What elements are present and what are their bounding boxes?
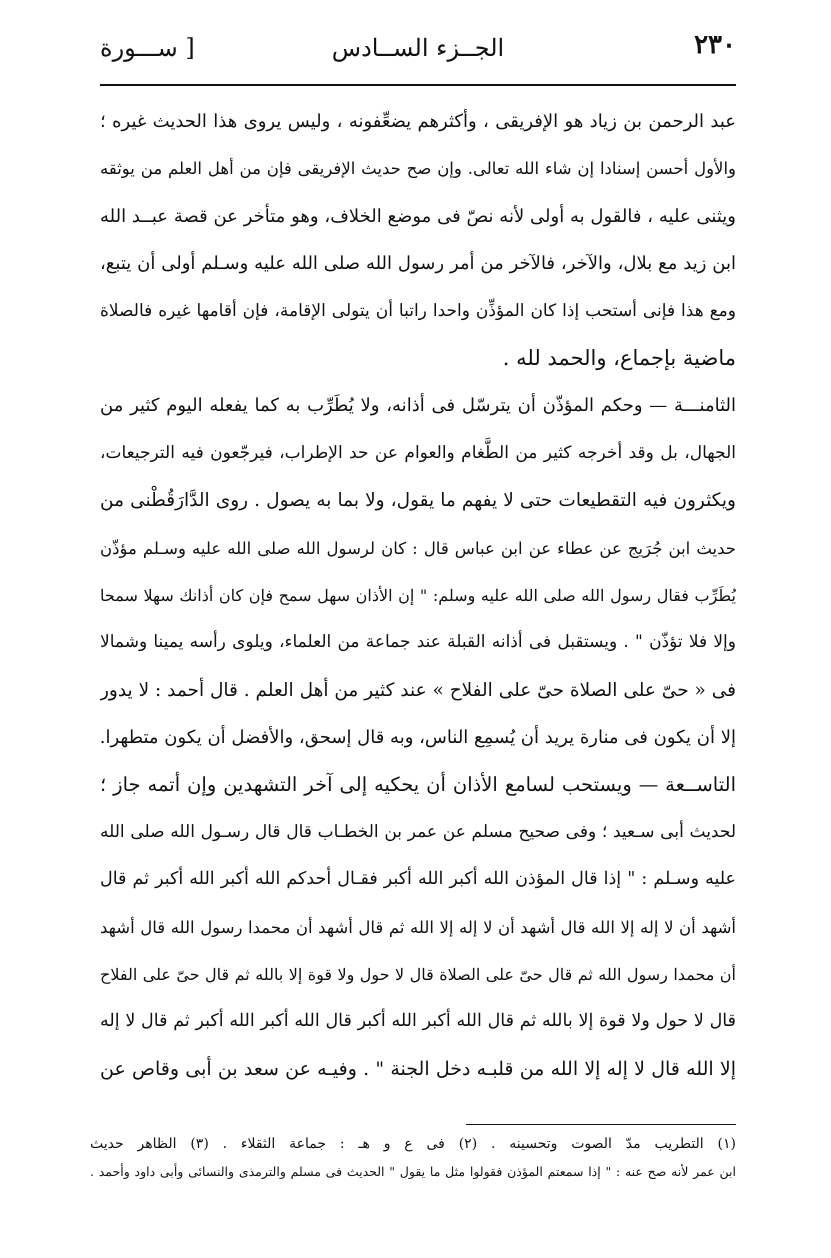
footnotes bbox=[90, 1130, 736, 1186]
footnote-line: (١) التطريب مدّ الصوت وتحسينه . (٢) فى ع و هـ : جماعة الثقلاء . (٣) الظاهر حديث bbox=[90, 1136, 736, 1152]
footnote-rule bbox=[466, 1124, 736, 1125]
text-line: ابن زيد مع بلال، والآخر، فالآخر من أمر رسول الله صلى الله عليه وسـلم أولى أن يتبع، bbox=[100, 253, 736, 275]
text-line: ومع هذا فإنى أستحب إذا كان المؤذِّن واحدا راتبا أن يتولى الإقامة، فإن أقامها غيره فالصلاة bbox=[100, 300, 736, 321]
text-line: حديث ابن جُرَيج عن عطاء عن ابن عباس قال : كان لرسول الله صلى الله عليه وسـلم مؤذّن bbox=[100, 538, 736, 558]
text-line: عليه وسـلم : " إذا قال المؤذن الله أكبر الله أكبر فقـال أحدكم الله أكبر الله أكبر ثم قال bbox=[100, 869, 736, 890]
text-line: وإلا فلا تؤذّن " . ويستقبل فى أذانه القبلة عند جماعة من العلماء، ويلوى رأسه يمينا وشمالا bbox=[100, 632, 736, 653]
text-line: والأول أحسن إسنادا إن شاء الله تعالى. وإن صح حديث الإفريقى فإن من أهل العلم من يوثقه bbox=[100, 159, 736, 179]
text-line: يُطَرِّب فقال رسول الله صلى الله عليه وسلم: " إن الأذان سهل سمح فإن كان أذانك سهلا سمحا bbox=[100, 585, 736, 605]
text-line: التاســعة — ويستحب لسامع الأذان أن يحكيه إلى آخر التشهدين وإن أتمه جاز ؛ bbox=[100, 773, 736, 797]
footnote-line: ابن عمر لأنه صح عنه : " إذا سمعتم المؤذن فقولوا مثل ما يقول " الحديث فى مسلم والترمذى والنسائى وأبى داود وأحمد . bbox=[90, 1164, 736, 1179]
text-line: الثامنـــة — وحكم المؤذّن أن يترسّل فى أذانه، ولا يُطَرِّب به كما يفعله اليوم كثير من bbox=[100, 395, 736, 417]
page-header bbox=[100, 30, 736, 80]
surah-label: [ ســـورة bbox=[100, 34, 195, 62]
text-line: الجهال، بل وقد أخرجه كثير من الطَّغام والعوام عن حد الإطراب، فيرجّعون فيه الترجيعات، bbox=[100, 442, 736, 463]
text-line: ويثنى عليه ، فالقول به أولى لأنه نصّ فى موضع الخلاف، وهو متأخر عن قصة عبــد الله bbox=[100, 205, 736, 227]
body-text bbox=[100, 98, 736, 1098]
running-title: الجــزء الســادس bbox=[331, 34, 505, 62]
text-line: أشهد أن لا إله إلا الله قال أشهد أن لا إله إلا الله ثم قال أشهد أن محمدا رسول الله قال أشهد bbox=[100, 917, 736, 937]
text-line: أن محمدا رسول الله ثم قال حىّ على الصلاة قال لا حول ولا قوة إلا بالله ثم قال حىّ على الفلاح bbox=[100, 965, 736, 985]
text-line: قال لا حول ولا قوة إلا بالله ثم قال الله أكبر الله أكبر قال الله أكبر الله أكبر ثم قال لا إله bbox=[100, 1011, 736, 1032]
text-line: إلا أن يكون فى منارة يريد أن يُسمِع الناس، وبه قال إسحق، والأفضل أن يكون متطهرا. bbox=[100, 727, 736, 749]
page-number: ٢٣٠ bbox=[694, 30, 736, 60]
header-rule bbox=[100, 84, 736, 86]
text-line: فى « حىّ على الصلاة حىّ على الفلاح » عند كثير من أهل العلم . قال أحمد : لا يدور bbox=[100, 679, 736, 701]
text-line: إلا الله قال لا إله إلا الله من قلبـه دخل الجنة " . وفيـه عن سعد بن أبى وقاص عن bbox=[100, 1057, 736, 1080]
text-line: ويكثرون فيه التقطيعات حتى لا يفهم ما يقول، ولا بما به يصول . روى الدَّارَقُطْنى من bbox=[100, 490, 736, 512]
text-line: عبد الرحمن بن زياد هو الإفريقى ، وأكثرهم يضعِّفونه ، وليس يروى هذا الحديث غيره ؛ bbox=[100, 111, 736, 132]
text-line: ماضية بإجماع، والحمد لله . bbox=[502, 345, 736, 370]
text-line: لحديث أبى سـعيد ؛ وفى صحيح مسلم عن عمر بن الخطـاب قال قال رسـول الله صلى الله bbox=[100, 821, 736, 842]
